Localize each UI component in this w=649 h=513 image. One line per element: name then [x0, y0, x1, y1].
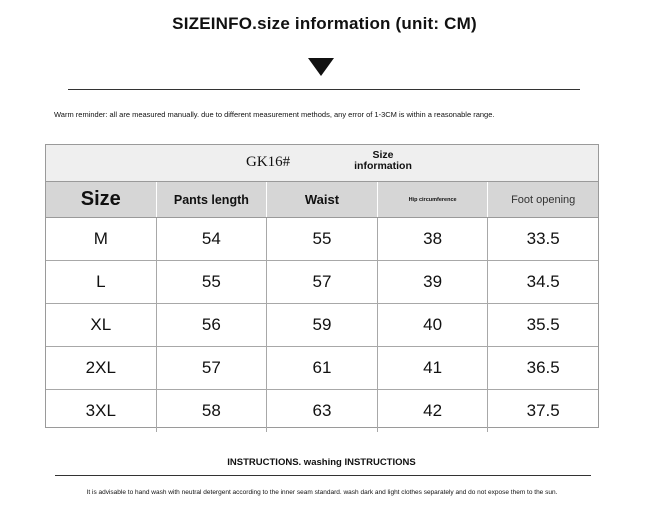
pants-length-cell: 54 [157, 218, 268, 260]
warm-reminder: Warm reminder: all are measured manually. due to different measurement methods, any error of 1-3CM is within a reasonable range. [54, 110, 495, 119]
size-cell: L [46, 261, 157, 303]
column-header-pants-length: Pants length [157, 182, 268, 217]
pants-length-cell: 56 [157, 304, 268, 346]
divider [68, 89, 580, 90]
column-header-hip-circumference: Hip circumference [378, 182, 489, 217]
hip-cell: 39 [378, 261, 489, 303]
table-row [46, 304, 598, 347]
down-arrow-icon [308, 58, 334, 76]
model-code: GK16# [246, 154, 291, 170]
foot-opening-cell: 37.5 [526, 401, 560, 420]
column-header-foot-opening: Foot opening [511, 193, 576, 206]
instructions-title: INSTRUCTIONS. washing INSTRUCTIONS [227, 457, 416, 468]
waist-cell: 63 [267, 390, 378, 432]
column-header-size: Size [46, 182, 157, 217]
table-row [46, 347, 598, 390]
size-cell: XL [46, 304, 157, 346]
waist-cell: 55 [267, 218, 378, 260]
waist-cell: 57 [267, 261, 378, 303]
instructions-text: It is advisable to hand wash with neutral detergent according to the inner seam standard. wash dark and light clothes separately and do not expose them to the sun. [86, 489, 558, 496]
model-subtitle: Size information [354, 149, 412, 172]
hip-cell: 42 [378, 390, 489, 432]
foot-opening-cell: 36.5 [526, 358, 560, 377]
divider [55, 475, 591, 476]
foot-opening-cell: 33.5 [526, 229, 560, 248]
size-cell: 3XL [46, 390, 157, 432]
waist-cell: 61 [267, 347, 378, 389]
pants-length-cell: 57 [157, 347, 268, 389]
table-row [46, 390, 598, 432]
table-header-row [46, 182, 598, 218]
pants-length-cell: 58 [157, 390, 268, 432]
model-header-row [46, 145, 598, 182]
table-row [46, 218, 598, 261]
foot-opening-cell: 34.5 [526, 272, 560, 291]
size-cell: 2XL [46, 347, 157, 389]
table-row [46, 261, 598, 304]
hip-cell: 40 [378, 304, 489, 346]
size-table [45, 144, 599, 428]
waist-cell: 59 [267, 304, 378, 346]
column-header-waist: Waist [267, 182, 378, 217]
pants-length-cell: 55 [157, 261, 268, 303]
size-cell: M [46, 218, 157, 260]
foot-opening-cell: 35.5 [526, 315, 560, 334]
page-title: SIZEINFO.size information (unit: CM) [172, 14, 477, 33]
hip-cell: 38 [378, 218, 489, 260]
hip-cell: 41 [378, 347, 489, 389]
